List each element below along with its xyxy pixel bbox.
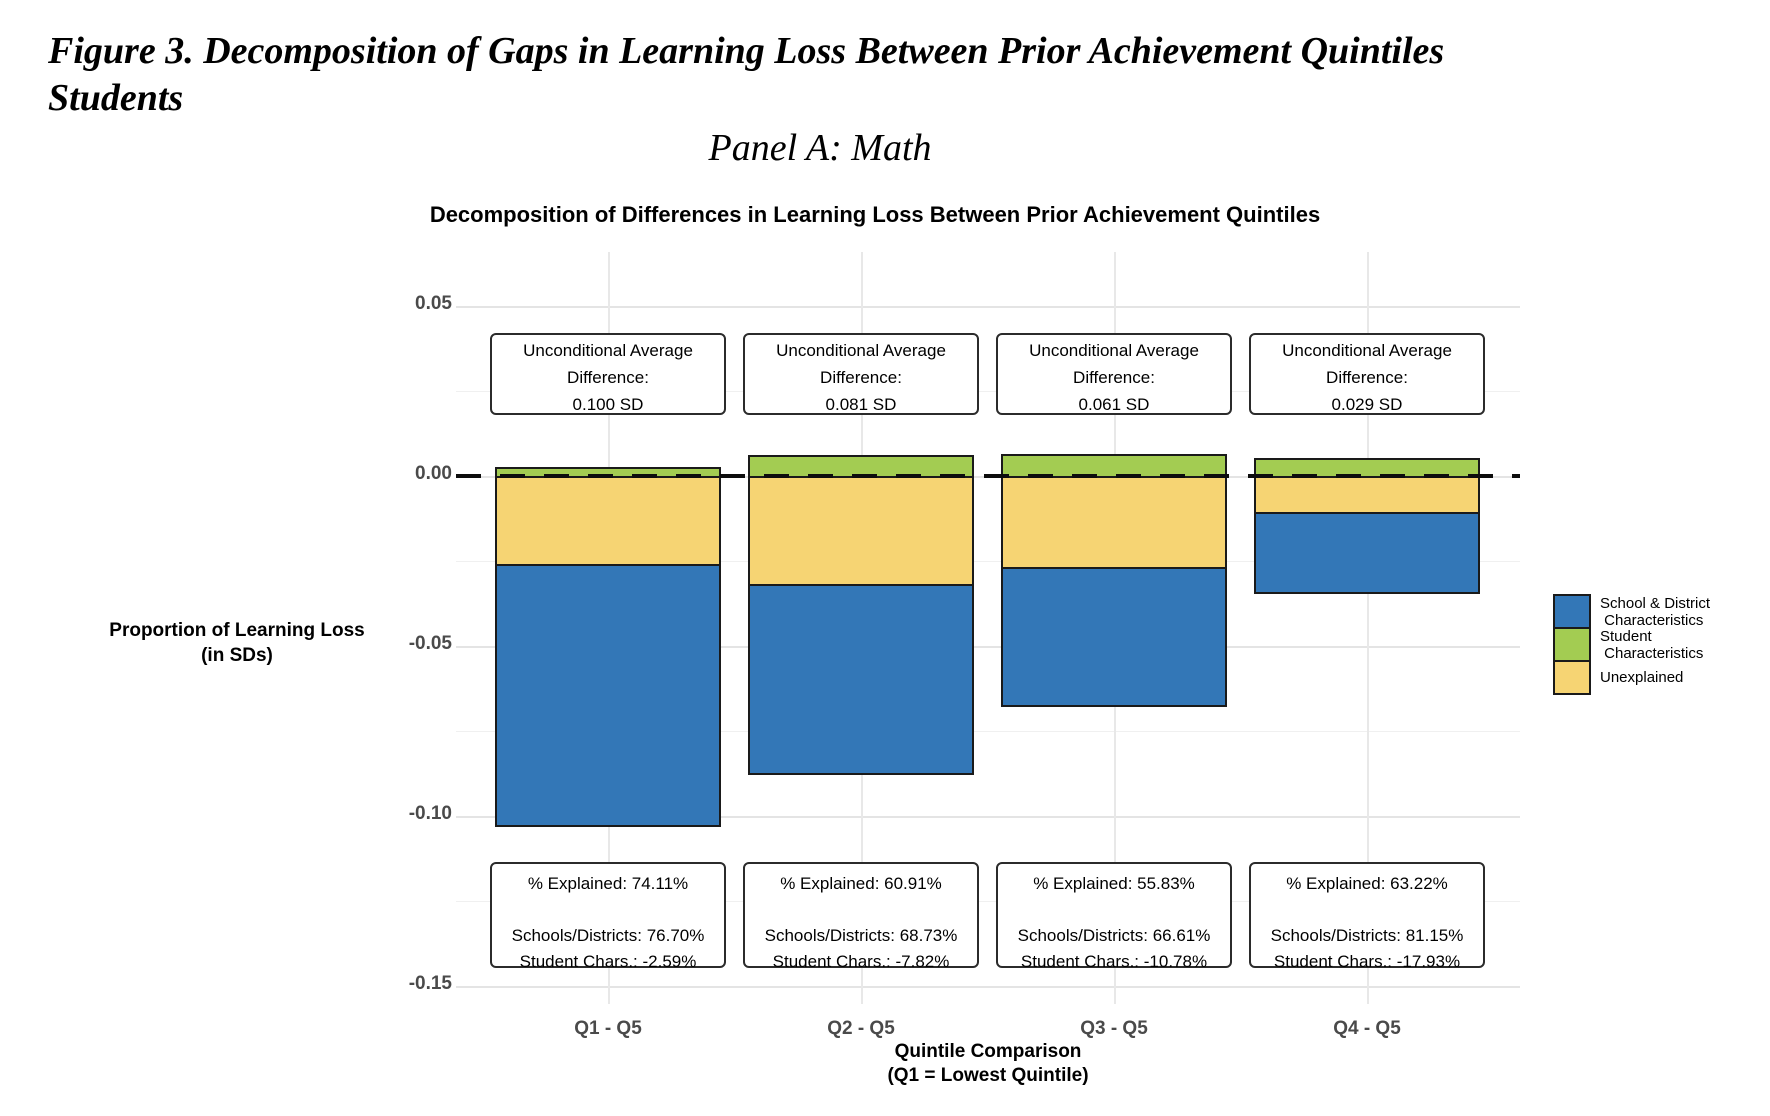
x-axis-title (98, 1040, 1770, 1088)
annotation-line: % Explained: 60.91% (780, 874, 942, 893)
legend-label-school-district (1600, 595, 1710, 629)
x-category-label: Q4 - Q5 (1333, 1018, 1401, 1039)
bar-segment-unexplained (1254, 476, 1480, 514)
figure-title-line2: Students (48, 77, 184, 119)
panel-label: Panel A: Math (708, 127, 932, 169)
annotation-line: Schools/Districts: 81.15% (1270, 926, 1464, 945)
annotation-line: % Explained: 55.83% (1033, 874, 1195, 893)
legend-label-line: Student (1600, 627, 1652, 645)
unconditional-difference-box (490, 333, 726, 415)
legend-label-line: Characteristics (1600, 611, 1704, 629)
bar-segment-school-district-characteristics (1254, 512, 1480, 594)
annotation-line: % Explained: 63.22% (1286, 874, 1448, 893)
annotation-line: Unconditional Average (776, 341, 946, 360)
legend-swatch-student (1553, 627, 1591, 662)
annotation-line: 0.061 SD (1078, 395, 1150, 414)
annotation-blank-line (492, 897, 724, 923)
unconditional-difference-box (1249, 333, 1485, 415)
legend-swatch-school-district (1553, 594, 1591, 629)
gridline-major (456, 306, 1520, 308)
y-tick-label: -0.15 (408, 973, 452, 994)
annotation-line: Schools/Districts: 68.73% (764, 926, 958, 945)
annotation-blank-line (998, 897, 1230, 923)
figure-title-line1: Figure 3. Decomposition of Gaps in Learning Loss Between Prior Achievement Quintiles (48, 30, 1445, 72)
figure-title (48, 28, 1608, 122)
annotation-line: Unconditional Average (1282, 341, 1452, 360)
annotation-line: Unconditional Average (523, 341, 693, 360)
x-category-label: Q1 - Q5 (574, 1018, 642, 1039)
y-axis-title-line1: Proportion of Learning Loss (109, 620, 365, 641)
gridline-major (456, 986, 1520, 988)
bar-segment-unexplained (748, 476, 974, 586)
y-tick-label: -0.10 (408, 803, 452, 824)
annotation-line: 0.081 SD (825, 395, 897, 414)
bar-segment-school-district-characteristics (495, 564, 721, 827)
bar-segment-school-district-characteristics (748, 584, 974, 775)
legend-entry-student (1553, 627, 1710, 662)
annotation-line: Schools/Districts: 66.61% (1017, 926, 1211, 945)
annotation-line: Schools/Districts: 76.70% (511, 926, 705, 945)
x-category-label: Q2 - Q5 (827, 1018, 895, 1039)
unconditional-difference-box (996, 333, 1232, 415)
x-axis-title-line2: (Q1 = Lowest Quintile) (887, 1065, 1089, 1086)
y-tick-label: 0.05 (415, 293, 452, 314)
annotation-line: Difference: (1326, 368, 1408, 387)
chart-title: Decomposition of Differences in Learning Loss Between Prior Achievement Quintiles (429, 202, 1321, 227)
legend-label-student (1600, 628, 1703, 662)
legend-label-line: Unexplained (1600, 669, 1684, 686)
x-category-label: Q3 - Q5 (1080, 1018, 1148, 1039)
explained-share-box (1249, 862, 1485, 971)
explained-share-box (996, 862, 1232, 971)
annotation-line: % Explained: 74.11% (527, 874, 689, 893)
zero-dashed-line (456, 474, 1520, 478)
annotation-blank-line (745, 897, 977, 923)
annotation-line: Difference: (1073, 368, 1155, 387)
explained-share-box (490, 862, 726, 971)
annotation-line: Student Chars.: -17.93% (1273, 952, 1461, 971)
legend-entry-school-district (1553, 594, 1710, 629)
bar-segment-unexplained (495, 476, 721, 566)
plot-panel (456, 252, 1520, 1039)
legend-swatch-unexplained (1553, 660, 1591, 695)
explained-share-box (743, 862, 979, 971)
x-axis-title-line1: Quintile Comparison (894, 1041, 1082, 1062)
legend-label-line: School & District (1600, 594, 1711, 612)
y-tick-label: -0.05 (408, 633, 452, 654)
annotation-blank-line (1251, 897, 1483, 923)
annotation-line: Student Chars.: -10.78% (1020, 952, 1208, 971)
legend-label-line: Characteristics (1600, 644, 1704, 662)
legend-label-unexplained (1600, 669, 1683, 686)
unconditional-difference-box (743, 333, 979, 415)
y-tick-label: 0.00 (415, 463, 452, 484)
annotation-line: Difference: (567, 368, 649, 387)
annotation-line: Student Chars.: -7.82% (772, 952, 950, 971)
annotation-line: Difference: (820, 368, 902, 387)
annotation-line: Unconditional Average (1029, 341, 1199, 360)
bar-segment-school-district-characteristics (1001, 567, 1227, 707)
bar-segment-unexplained (1001, 476, 1227, 569)
legend-entry-unexplained (1553, 660, 1710, 695)
annotation-line: 0.100 SD (572, 395, 644, 414)
annotation-line: 0.029 SD (1331, 395, 1403, 414)
legend (1553, 596, 1710, 695)
y-axis-title-line2: (in SDs) (201, 645, 273, 666)
annotation-line: Student Chars.: -2.59% (519, 952, 697, 971)
